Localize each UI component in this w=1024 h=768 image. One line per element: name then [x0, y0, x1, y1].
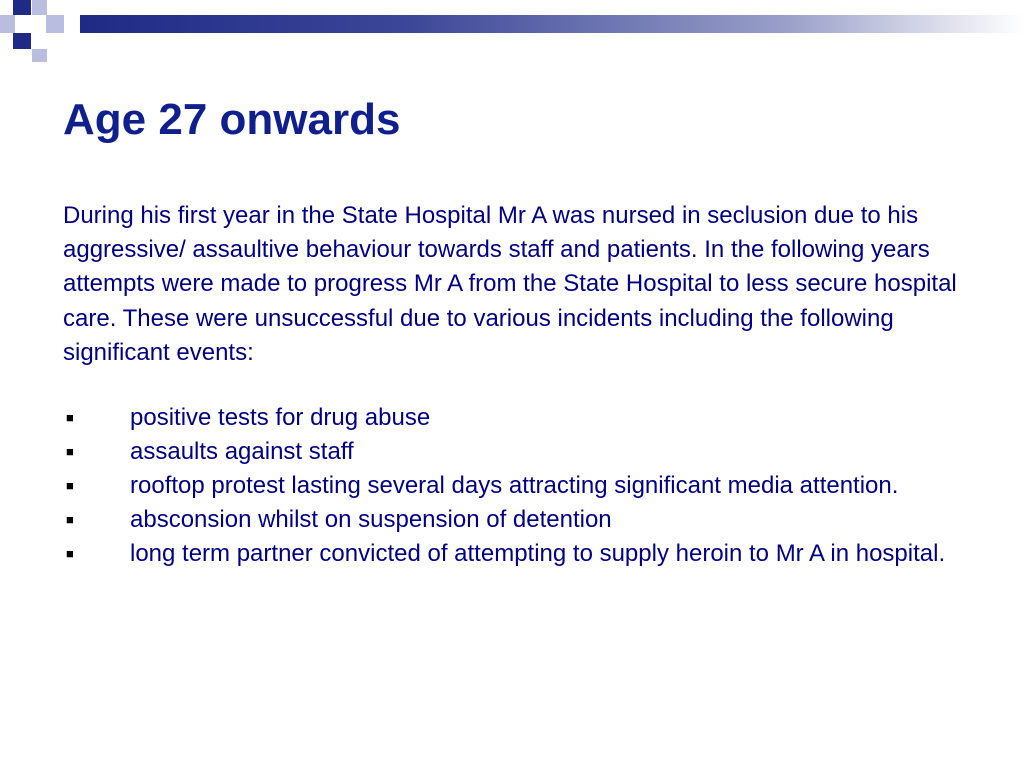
slide-title: Age 27 onwards: [63, 95, 401, 144]
bullet-square-icon: ■: [66, 444, 74, 459]
decor-square: [15, 15, 32, 33]
intro-paragraph: During his first year in the State Hospital Mr A was nursed in seclusion due to his aggressive/ assaultive behaviour towards staff and patients. In the following years attempts were made to progress Mr A from the State Hospital to less secure hospital care. These were unsuccessful due to various incidents including the following significant events:: [63, 202, 957, 366]
list-item: [63, 506, 1003, 533]
events-list: [63, 404, 1003, 574]
list-item-text: assaults against staff: [130, 438, 354, 465]
list-item-text: positive tests for drug abuse: [130, 404, 431, 431]
list-item-text: long term partner convicted of attempting to supply heroin to Mr A in hospital.: [130, 540, 946, 567]
decor-square: [0, 15, 15, 33]
header-decoration: [0, 0, 1024, 70]
header-gradient-bar: [80, 15, 1024, 33]
decor-square: [64, 0, 80, 33]
list-item: [63, 404, 1003, 431]
bullet-square-icon: ■: [66, 410, 74, 425]
list-item-text: rooftop protest lasting several days attracting significant media attention.: [130, 472, 899, 499]
decor-square: [32, 0, 47, 15]
bullet-square-icon: ■: [66, 546, 74, 561]
list-item: [63, 540, 1003, 567]
list-item: [63, 438, 1003, 465]
decor-square: [13, 33, 31, 49]
bullet-square-icon: ■: [66, 512, 74, 527]
decor-square: [46, 15, 64, 33]
bullet-square-icon: ■: [66, 478, 74, 493]
list-item: [63, 472, 1003, 499]
decor-square: [32, 49, 47, 62]
list-item-text: absconsion whilst on suspension of detention: [130, 506, 612, 533]
decor-square: [13, 0, 31, 15]
